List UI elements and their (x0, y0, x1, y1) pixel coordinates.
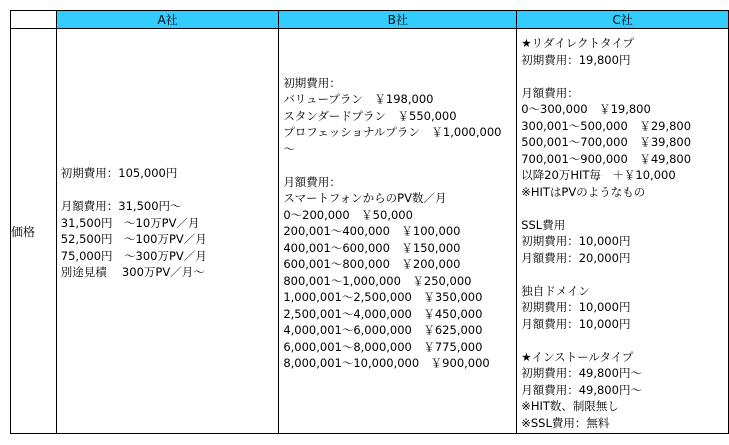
text-line: 月額費用： (521, 85, 579, 100)
text-line: ※HITはPVのようなもの (521, 184, 646, 199)
company-a-price-text (57, 165, 279, 281)
text-line: 月額費用：31,500円～ (60, 199, 182, 214)
text-line (521, 68, 728, 85)
text-line: 以降20万HIT毎 ＋￥10,000 (521, 168, 676, 182)
text-line: プロフェッショナルプラン ￥1,000,000 (283, 125, 502, 139)
text-line: SSL費用 (521, 217, 566, 232)
text-line: 700,001～900,000 ￥49,800 (521, 151, 692, 166)
header-row (11, 11, 729, 29)
text-line: ※SSL費用：無料 (521, 415, 610, 430)
text-line: 初期費用： (283, 75, 341, 90)
cell-company-a-price (56, 29, 279, 434)
text-line: ※HIT数、制限無し (521, 399, 619, 413)
text-line (283, 157, 516, 174)
price-row (11, 29, 729, 434)
text-line: スタンダードプラン ￥550,000 (283, 108, 457, 123)
text-line: 600,001～800,000 ￥200,000 (283, 257, 461, 271)
text-line (61, 182, 279, 199)
header-company-c: C社 (517, 11, 729, 29)
text-line: 300,001～500,000 ￥29,800 (521, 118, 692, 133)
text-line: 800,001～1,000,000 ￥250,000 (283, 273, 472, 288)
text-line: 8,000,001～10,000,000 ￥900,000 (283, 356, 490, 370)
text-line: 月額費用：20,000円 (521, 250, 631, 265)
text-line: ★インストールタイプ (521, 349, 634, 364)
cell-company-c-price (517, 29, 729, 434)
text-line: 2,500,001～4,000,000 ￥450,000 (283, 306, 483, 321)
company-b-price-text (279, 75, 516, 372)
row-label-price: 価格 (11, 29, 57, 434)
text-line: 0～300,000 ￥19,800 (521, 102, 651, 116)
text-line: スマートフォンからのPV数／月 (283, 191, 447, 205)
text-line: ～ (283, 141, 295, 156)
text-line: 独自ドメイン (521, 283, 590, 298)
text-line: 別途見積 300万PV／月～ (60, 265, 205, 280)
text-line: 初期費用：19,800円 (521, 52, 631, 67)
text-line: 月額費用：10,000円 (521, 316, 631, 331)
text-line: 初期費用：10,000円 (521, 300, 631, 314)
text-line (521, 200, 728, 217)
text-line (521, 266, 728, 283)
text-line: 31,500円 ～10万PV／月 (60, 215, 200, 230)
header-company-b: B社 (279, 11, 517, 29)
corner-cell (11, 11, 57, 29)
cell-company-b-price (279, 29, 517, 434)
text-line: 400,001～600,000 ￥150,000 (283, 240, 461, 255)
text-line: 52,500円 ～100万PV／月 (60, 232, 207, 247)
company-c-price-text (517, 35, 728, 431)
text-line (521, 332, 728, 349)
text-line: ★リダイレクトタイプ (521, 36, 634, 50)
header-company-a: A社 (56, 11, 279, 29)
pricing-table (10, 10, 729, 434)
text-line: 初期費用：10,000円 (521, 234, 631, 248)
text-line: 200,001～400,000 ￥100,000 (283, 224, 461, 238)
text-line: 6,000,001～8,000,000 ￥775,000 (283, 339, 483, 354)
text-line: 500,001～700,000 ￥39,800 (521, 135, 692, 149)
text-line: 初期費用：105,000円 (60, 166, 178, 181)
text-line: 0～200,000 ￥50,000 (283, 207, 413, 222)
text-line: 初期費用：49,800円～ (521, 366, 642, 380)
text-line: 75,000円 ～300万PV／月 (60, 248, 207, 263)
text-line: 月額費用：49,800円～ (521, 382, 642, 397)
text-line: 4,000,001～6,000,000 ￥625,000 (283, 323, 483, 337)
text-line: 月額費用： (283, 174, 341, 189)
text-line: バリュープラン ￥198,000 (283, 92, 434, 106)
text-line: 1,000,001～2,500,000 ￥350,000 (283, 290, 483, 304)
